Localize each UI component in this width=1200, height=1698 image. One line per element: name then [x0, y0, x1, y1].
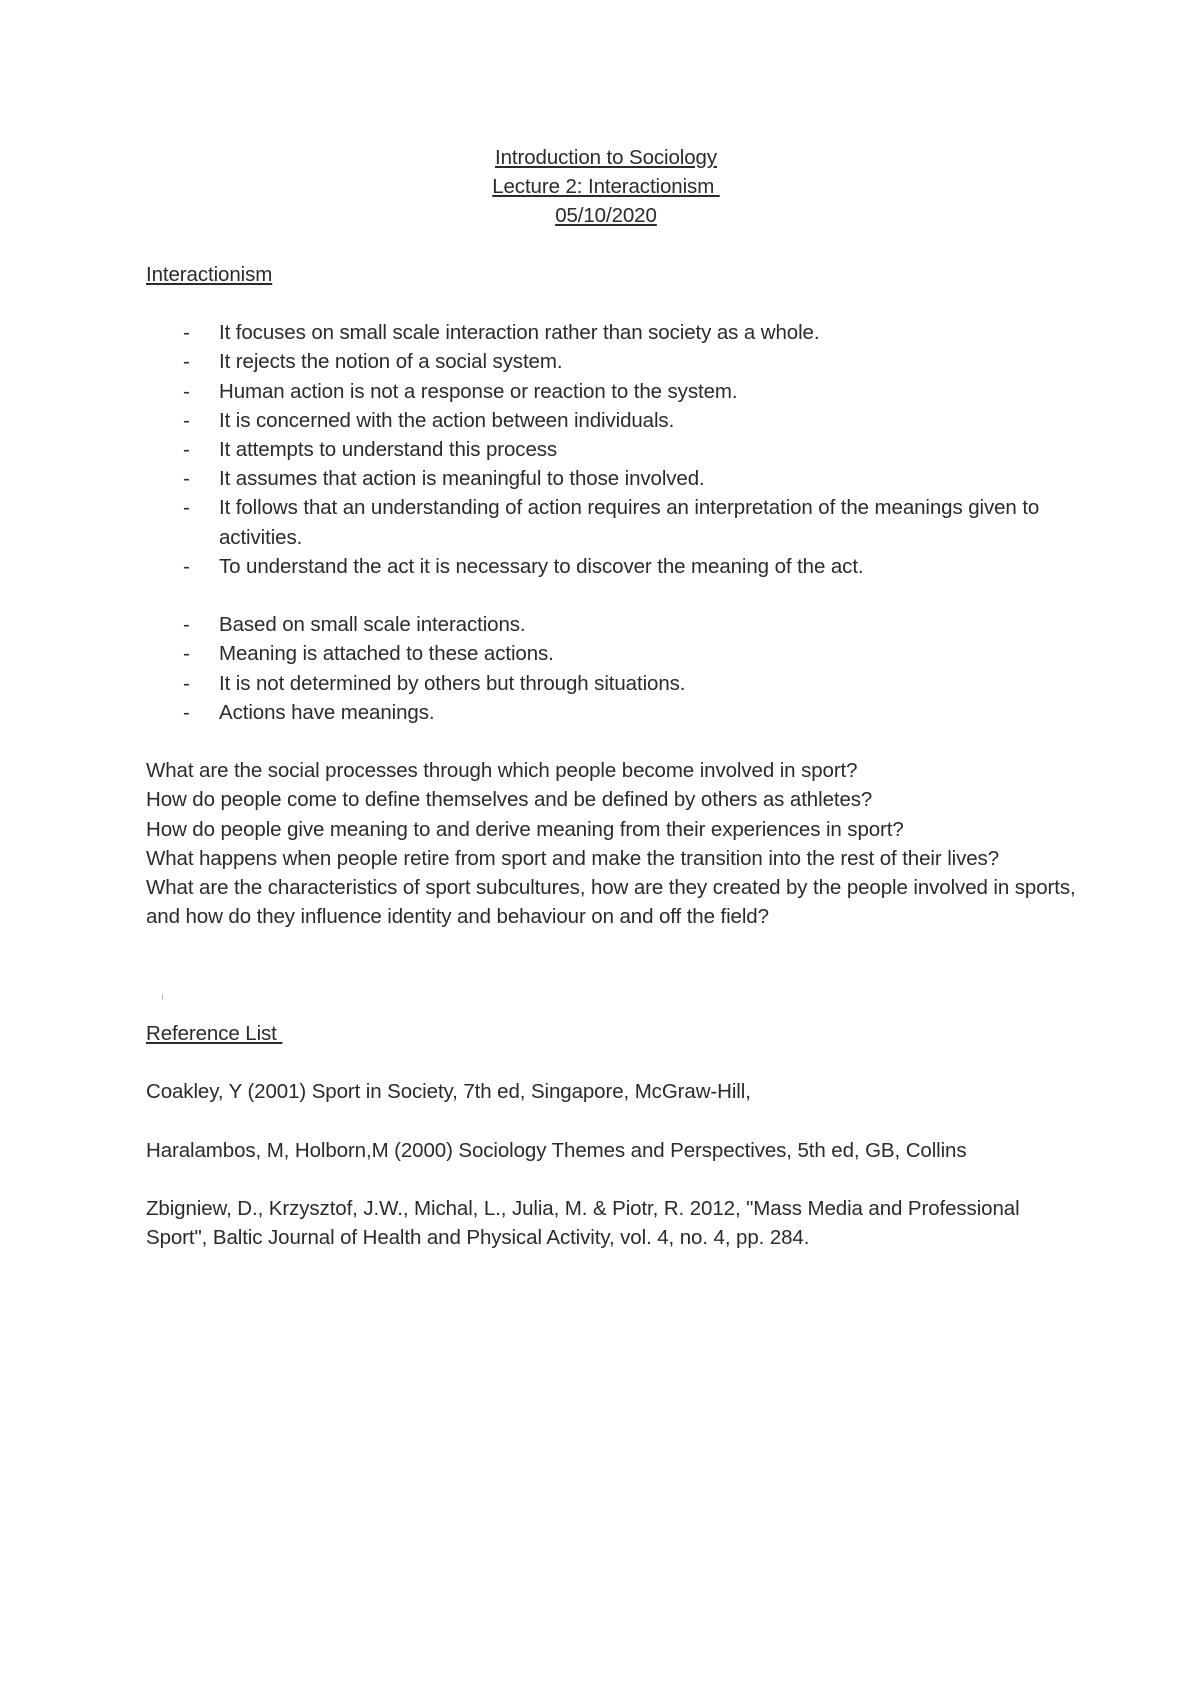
lecture-date: 05/10/2020	[555, 204, 657, 228]
bullet-list-group1	[146, 318, 1086, 581]
dash-marker: -	[183, 408, 190, 432]
list-item-text: It attempts to understand this process	[219, 438, 558, 461]
spacer	[146, 1165, 1086, 1194]
list-item	[146, 698, 1086, 727]
list-item	[146, 610, 1086, 639]
list-item	[146, 435, 1086, 464]
list-item-text: Based on small scale interactions.	[219, 613, 526, 637]
spacer	[146, 1107, 1086, 1136]
list-item	[146, 377, 1086, 406]
list-item	[146, 318, 1086, 347]
list-item	[146, 669, 1086, 698]
stray-mark	[162, 994, 163, 1000]
spacer	[146, 1048, 1086, 1077]
list-item	[146, 347, 1086, 376]
reference-entry: Haralambos, M, Holborn,M (2000) Sociology Themes and Perspectives, 5th ed, GB, Collins	[146, 1138, 967, 1162]
dash-marker: -	[183, 613, 190, 637]
dash-marker: -	[183, 671, 190, 695]
document-body	[146, 143, 1086, 1253]
dash-marker: -	[183, 438, 190, 461]
list-item	[146, 639, 1086, 668]
dash-marker: -	[183, 379, 190, 403]
list-item-text: It assumes that action is meaningful to those involved.	[219, 467, 705, 491]
list-item-text: Meaning is attached to these actions.	[219, 642, 554, 666]
spacer	[146, 289, 1086, 318]
dash-marker: -	[183, 321, 190, 345]
list-item	[146, 493, 1086, 551]
list-item	[146, 406, 1086, 435]
question-text: How do people give meaning to and derive meaning from their experiences in sport?	[146, 817, 904, 841]
spacer	[146, 231, 1086, 260]
dash-marker: -	[183, 350, 190, 374]
section-heading-interactionism: Interactionism	[146, 262, 273, 286]
questions-block	[146, 756, 1086, 931]
list-item-text: Actions have meanings.	[219, 700, 435, 724]
list-item-text: It is concerned with the action between individuals.	[219, 408, 675, 432]
spacer	[146, 931, 1086, 960]
spacer	[146, 581, 1086, 610]
spacer	[146, 727, 1086, 756]
spacer	[146, 990, 1086, 1019]
reference-entry: Zbigniew, D., Krzysztof, J.W., Michal, L., Julia, M. & Piotr, R. 2012, "Mass Media and Professional Sport", Baltic Journal of Health and Physical Activity, vol. 4, no. 4, pp. 284.	[146, 1197, 1020, 1250]
list-item	[146, 552, 1086, 581]
list-item-text: Human action is not a response or reaction to the system.	[219, 379, 738, 403]
list-item	[146, 464, 1086, 493]
dash-marker: -	[183, 642, 190, 666]
section-heading-references: Reference List	[146, 1021, 283, 1045]
dash-marker: -	[183, 467, 190, 491]
list-item-text: To understand the act it is necessary to discover the meaning of the act.	[219, 554, 864, 578]
reference-entry: Coakley, Y (2001) Sport in Society, 7th ed, Singapore, McGraw-Hill,	[146, 1080, 751, 1104]
dash-marker: -	[183, 554, 190, 578]
dash-marker: -	[183, 496, 190, 520]
spacer	[146, 961, 1086, 990]
list-item-text: It focuses on small scale interaction rather than society as a whole.	[219, 321, 820, 345]
list-item-text: It rejects the notion of a social system.	[219, 350, 563, 374]
question-text: What are the social processes through which people become involved in sport?	[146, 759, 858, 783]
question-text: What happens when people retire from sport and make the transition into the rest of their lives?	[146, 846, 1000, 870]
question-text: What are the characteristics of sport subcultures, how are they created by the people involved in sports, and how do they influence identity and behaviour on and off the field?	[146, 876, 1076, 929]
question-text: How do people come to define themselves and be defined by others as athletes?	[146, 788, 873, 812]
list-item-text: It follows that an understanding of action requires an interpretation of the meanings given to activities.	[219, 496, 1040, 549]
list-item-text: It is not determined by others but through situations.	[219, 671, 686, 695]
lecture-title: Lecture 2: Interactionism	[492, 175, 720, 199]
bullet-list-group2	[146, 610, 1086, 727]
course-title: Introduction to Sociology	[495, 146, 717, 169]
dash-marker: -	[183, 700, 190, 724]
